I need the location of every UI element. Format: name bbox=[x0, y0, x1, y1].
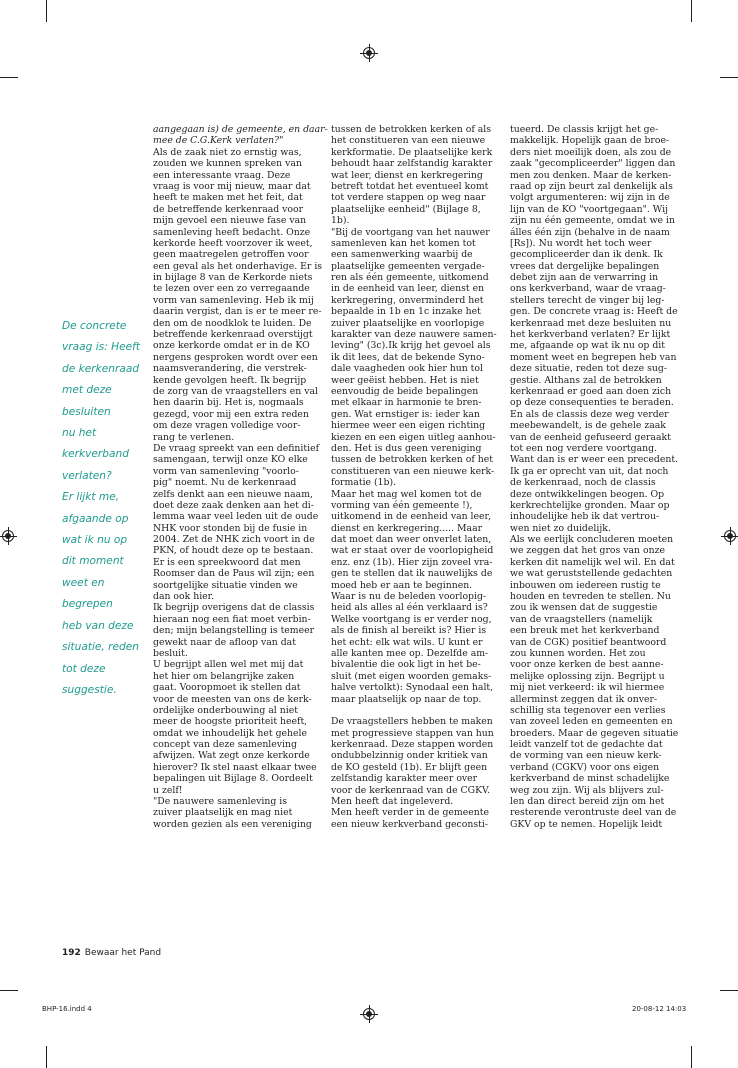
text-line: kerkverband de minst schadelijke bbox=[510, 773, 670, 785]
text-line: NHK voor stonden bij de fusie in bbox=[153, 522, 308, 534]
text-line: we zeggen dat het gros van onze bbox=[510, 545, 665, 557]
text-line: formatie (1b). bbox=[331, 477, 397, 489]
text-line: 1b). bbox=[331, 215, 350, 227]
text-line: gewekt naar de afloop van dat bbox=[153, 636, 296, 648]
pull-quote-line: weet en bbox=[62, 576, 105, 589]
pull-quote-line: met deze bbox=[62, 384, 112, 397]
text-line: leving" (3c).Ik krijg het gevoel als bbox=[331, 340, 491, 352]
text-line: allerminst zeggen dat ik onver- bbox=[510, 693, 658, 705]
text-line: len dan direct bereid zijn om het bbox=[510, 796, 665, 808]
text-line: gen. Wat ernstiger is: ieder kan bbox=[331, 408, 480, 420]
slug-timestamp: 20-08-12 14:03 bbox=[632, 1005, 687, 1013]
text-line: uitkomend in de eenheid van leer, bbox=[331, 511, 491, 523]
text-line: bivalentie die ook ligt in het be- bbox=[331, 659, 481, 671]
text-line: En als de classis deze weg verder bbox=[510, 408, 669, 420]
text-line: weer geëist hebben. Het is niet bbox=[331, 374, 479, 386]
text-line: als de finish al bereikt is? Hier is bbox=[331, 625, 487, 637]
text-line: afwijzen. Wat zegt onze kerkorde bbox=[153, 750, 310, 762]
text-line: zouden we kunnen spreken van bbox=[153, 158, 302, 170]
text-line: tueerd. De classis krijgt het ge- bbox=[510, 124, 659, 135]
text-line: inhoudelijke heb ik dat vertrou- bbox=[510, 511, 660, 523]
crop-mark bbox=[720, 77, 738, 78]
crop-mark bbox=[691, 0, 692, 22]
text-line: daarin vergist, dan is er te meer re- bbox=[153, 306, 322, 318]
text-line: besluit. bbox=[153, 647, 188, 659]
text-line: zuiver plaatselijk en mag niet bbox=[153, 807, 293, 819]
text-line: tot verdere stappen op weg naar bbox=[331, 192, 486, 204]
text-line: een breuk met het kerkverband bbox=[510, 625, 660, 637]
text-line: broeders. Maar de gegeven situatie bbox=[510, 727, 679, 739]
text-line: kerkenraad met deze besluiten nu bbox=[510, 317, 672, 329]
text-line: een samenwerking waarbij de bbox=[331, 249, 473, 261]
crop-mark bbox=[46, 0, 47, 22]
text-line: hen daarin bij. Het is, nogmaals bbox=[153, 397, 304, 409]
text-line: gen te stellen dat ik nauwelijks de bbox=[331, 568, 493, 580]
text-line: tussen de betrokken kerken of als bbox=[331, 124, 491, 135]
text-line: om deze vragen volledige voor- bbox=[153, 420, 301, 432]
crop-mark bbox=[720, 990, 738, 991]
text-line: kerkformatie. De plaatselijke kerk bbox=[331, 146, 493, 158]
text-line: zaak "gecompliceerder" liggen dan bbox=[510, 158, 676, 170]
text-line: een interessante vraag. Deze bbox=[153, 169, 291, 181]
text-line: wat er staat over de voorlopigheid bbox=[331, 545, 494, 557]
text-line: moment weet en begrepen heb van bbox=[510, 351, 677, 363]
text-line: we wat geruststellende gedachten bbox=[510, 568, 673, 580]
pull-quote-line: afgaande op bbox=[62, 512, 129, 525]
text-line: voor de kerkenraad van de CGKV. bbox=[331, 784, 491, 796]
text-line: op deze consequenties te beraden. bbox=[510, 397, 674, 409]
text-line: halve vertolkt): Synodaal een halt, bbox=[331, 682, 494, 694]
pull-quote-line: Er lijkt me, bbox=[62, 491, 120, 504]
pull-quote-line: suggestie. bbox=[62, 683, 117, 696]
registration-mark-icon bbox=[8, 527, 9, 545]
text-line: kiezen en een eigen uitleg aanhou- bbox=[331, 431, 496, 443]
text-line: 2004. Zet de NHK zich voort in de bbox=[153, 534, 315, 546]
text-line: mijn gevoel een nieuwe fase van bbox=[153, 215, 307, 227]
text-line: hierover? Ik stel naast elkaar twee bbox=[153, 761, 317, 773]
pull-quote-line: De concrete bbox=[62, 320, 127, 332]
text-line: gestie. Althans zal de betrokken bbox=[510, 374, 662, 386]
text-line: me, afgaande op wat ik nu op dit bbox=[510, 340, 665, 352]
text-line: raad op zijn beurt zal denkelijk als bbox=[510, 180, 673, 192]
text-line: bepalingen uit Bijlage 8. Oordeelt bbox=[153, 773, 313, 785]
text-line: Men heeft verder in de gemeente bbox=[331, 807, 489, 819]
text-line: met progressieve stappen van hun bbox=[331, 727, 494, 739]
text-line: in de eenheid van leer, dienst en bbox=[331, 283, 485, 295]
text-line: stellers terecht de vinger bij leg- bbox=[510, 294, 665, 306]
text-line: voor onze kerken de best aanne- bbox=[510, 659, 664, 671]
pull-quote-line: dit moment bbox=[62, 555, 124, 568]
text-line: gaat. Vooropmoet ik stellen dat bbox=[153, 682, 301, 694]
paragraph-gap bbox=[331, 705, 507, 716]
text-line: maar plaatselijk op naar de top. bbox=[331, 693, 482, 705]
text-line: tot een nog verdere voortgang. bbox=[510, 442, 658, 454]
text-line: debet zijn aan de verwarring in bbox=[510, 272, 659, 284]
crop-mark bbox=[0, 990, 18, 991]
text-line: enz. enz (1b). Hier zijn zoveel vra- bbox=[331, 556, 493, 568]
text-line: hieraan nog een fiat moet verbin- bbox=[153, 613, 311, 625]
text-line: GKV op te nemen. Hopelijk leidt bbox=[510, 818, 663, 830]
pull-quote-line: wat ik nu op bbox=[62, 534, 128, 547]
pull-quote bbox=[62, 316, 142, 701]
page-number: 192 bbox=[62, 948, 81, 958]
text-line: samenleving heeft bedacht. Onze bbox=[153, 226, 311, 238]
text-line: Als we eerlijk concluderen moeten bbox=[510, 534, 674, 546]
pull-quote-line: kerkverband bbox=[62, 448, 129, 461]
text-line: deze ontwikkelingen beogen. Op bbox=[510, 488, 665, 500]
text-line: Waar is nu de beleden voorlopig- bbox=[331, 591, 487, 603]
text-line: kerkregering, onverminderd het bbox=[331, 294, 484, 306]
text-column-1 bbox=[153, 124, 329, 830]
text-line: het constitueren van een nieuwe bbox=[331, 135, 486, 147]
registration-mark-icon bbox=[369, 44, 370, 62]
text-line: pig" noemt. Nu de kerkenraad bbox=[153, 477, 297, 489]
text-line: plaatselijke gemeenten vergade- bbox=[331, 260, 485, 272]
page-footer bbox=[62, 948, 161, 958]
text-line: houden en tevreden te stellen. Nu bbox=[510, 591, 671, 603]
text-line: "Bij de voortgang van het nauwer bbox=[331, 226, 490, 238]
text-line: makkelijk. Hopelijk gaan de broe- bbox=[510, 135, 670, 147]
publication-title: Bewaar het Pand bbox=[84, 948, 162, 958]
text-line: meer de hoogste prioriteit heeft, bbox=[153, 716, 308, 728]
text-line: inbouwen om iedereen rustig te bbox=[510, 579, 661, 591]
text-line: onze kerkorde omdat er in de KO bbox=[153, 340, 310, 352]
text-line: De vraag spreekt van een definitief bbox=[153, 442, 320, 454]
pull-quote-line: de kerkenraad bbox=[62, 362, 140, 375]
slug-file-name: BHP-16.indd 4 bbox=[42, 1005, 92, 1013]
text-line: leidt vanzelf tot de gedachte dat bbox=[510, 739, 663, 751]
text-line: het hier om belangrijke zaken bbox=[153, 670, 295, 682]
text-line: rang te verlenen. bbox=[153, 431, 235, 443]
text-line: Maar het mag wel komen tot de bbox=[331, 488, 482, 500]
pull-quote-line: situatie, reden bbox=[62, 641, 140, 654]
text-line: kerken dit namelijk wel wil. En dat bbox=[510, 556, 675, 568]
text-line: Als de zaak niet zo ernstig was, bbox=[153, 146, 302, 158]
text-line: bepaalde in 1b en 1c inzake het bbox=[331, 306, 481, 318]
text-line: eenvoudig de beide bepalingen bbox=[331, 385, 479, 397]
pull-quote-line: verlaten? bbox=[62, 469, 112, 482]
text-line: Welke voortgang is er verder nog, bbox=[331, 613, 492, 625]
text-line: van de vraagstellers (namelijk bbox=[510, 613, 653, 625]
text-line: voor de meesten van ons de kerk- bbox=[153, 693, 312, 705]
text-line: een nieuw kerkverband geconsti- bbox=[331, 818, 488, 830]
text-line: u zelf! bbox=[153, 784, 183, 796]
text-line: zelfstandig karakter meer over bbox=[331, 773, 478, 785]
text-line: de KO gesteld (1b). Er blijft geen bbox=[331, 761, 488, 773]
registration-mark-icon bbox=[730, 527, 731, 545]
text-line: de vorming van een nieuw kerk- bbox=[510, 750, 662, 762]
text-line: heid als alles al één verklaard is? bbox=[331, 602, 488, 614]
text-line: aangegaan is) de gemeente, en daar- bbox=[153, 124, 328, 135]
text-line: zijn nu één gemeente, omdat we in bbox=[510, 215, 675, 227]
text-line: dan ook hier. bbox=[153, 591, 215, 603]
text-line: kende gevolgen heeft. Ik begrijp bbox=[153, 374, 307, 386]
text-line: van zoveel leden en gemeenten en bbox=[510, 716, 673, 728]
crop-mark bbox=[691, 1046, 692, 1068]
text-line: met elkaar in harmonie te bren- bbox=[331, 397, 482, 409]
text-line: doet deze zaak denken aan het di- bbox=[153, 499, 314, 511]
pull-quote-line: besluiten bbox=[62, 405, 111, 418]
text-line: lemma waar veel leden uit de oude bbox=[153, 511, 319, 523]
text-line: karakter van deze nauwere samen- bbox=[331, 329, 497, 341]
crop-mark bbox=[0, 77, 18, 78]
text-line: het echt: elk wat wils. U kunt er bbox=[331, 636, 483, 648]
text-line: ondubbelzinnig onder kritiek van bbox=[331, 750, 488, 762]
text-line: gecompliceerder dan ik denk. Ik bbox=[510, 249, 663, 261]
text-line: zou ik wensen dat de suggestie bbox=[510, 602, 658, 614]
text-line: kerkenraad er goed aan doen zich bbox=[510, 385, 672, 397]
text-line: De vraagstellers hebben te maken bbox=[331, 716, 493, 728]
pull-quote-line: nu het bbox=[62, 427, 97, 440]
text-line: een geval als het onderhavige. Er is bbox=[153, 260, 323, 272]
text-line: betreffende kerkenraad overstijgt bbox=[153, 329, 313, 341]
text-line: vorm van samenleving "voorlo- bbox=[153, 465, 299, 477]
text-line: dienst en kerkregering..... Maar bbox=[331, 522, 483, 534]
pull-quote-line: vraag is: Heeft bbox=[62, 341, 140, 354]
text-column-3 bbox=[510, 124, 686, 830]
text-line: vorm van samenleving. Heb ik mij bbox=[153, 294, 314, 306]
text-line: weg zou zijn. Wij als blijvers zul- bbox=[510, 784, 664, 796]
text-line: den om de noodklok te luiden. De bbox=[153, 317, 312, 329]
text-line: den. Het is dus geen vereniging bbox=[331, 442, 482, 454]
text-line: PKN, of houdt deze op te bestaan. bbox=[153, 545, 314, 557]
text-line: Er is een spreekwoord dat men bbox=[153, 556, 301, 568]
text-line: ders niet moeilijk doen, als zou de bbox=[510, 146, 672, 158]
text-line: mij niet verkeerd: ik wil hiermee bbox=[510, 682, 665, 694]
text-line: U begrijpt allen wel met mij dat bbox=[153, 659, 304, 671]
text-line: worden gezien als een vereniging bbox=[153, 818, 312, 830]
text-line: constitueren van een nieuwe kerk- bbox=[331, 465, 495, 477]
text-line: verband (CGKV) voor ons eigen bbox=[510, 761, 660, 773]
text-column-2 bbox=[331, 124, 507, 830]
text-line: volgt argumenteren: wij zijn in de bbox=[510, 192, 670, 204]
text-line: van de eenheid gefuseerd geraakt bbox=[510, 431, 671, 443]
text-line: behoudt haar zelfstandig karakter bbox=[331, 158, 493, 170]
text-line: sluit (met eigen woorden gemaks- bbox=[331, 670, 492, 682]
text-line: Ik begrijp overigens dat de classis bbox=[153, 602, 315, 614]
pull-quote-line: heb van deze bbox=[62, 619, 134, 632]
text-line: kerkrechtelijke gronden. Maar op bbox=[510, 499, 670, 511]
text-line: van de CGK) positief beantwoord bbox=[510, 636, 667, 648]
text-line: de betreffende kerkenraad voor bbox=[153, 203, 304, 215]
text-line: wen niet zo duidelijk. bbox=[510, 522, 611, 534]
text-line: geen maatregelen getroffen voor bbox=[153, 249, 309, 261]
text-line: kerkenraad. Deze stappen worden bbox=[331, 739, 494, 751]
text-line: deze situatie, reden tot deze sug- bbox=[510, 363, 667, 375]
text-line: heeft te maken met het feit, dat bbox=[153, 192, 303, 204]
text-line: alle kanten mee op. Dezelfde am- bbox=[331, 647, 489, 659]
text-line: gezegd, voor mij een extra reden bbox=[153, 408, 309, 420]
text-line: samengaan, terwijl onze KO elke bbox=[153, 454, 308, 466]
text-line: soortgelijke situatie vinden we bbox=[153, 579, 298, 591]
text-line: vorming van één gemeente !), bbox=[331, 499, 473, 511]
text-line: nergens gesproken wordt over een bbox=[153, 351, 318, 363]
text-line: mee de C.G.Kerk verlaten?" bbox=[153, 135, 284, 147]
text-line: tussen de betrokken kerken of het bbox=[331, 454, 493, 466]
text-line: vraag is voor mij nieuw, maar dat bbox=[153, 180, 311, 192]
text-line: omdat we inhoudelijk het gehele bbox=[153, 727, 308, 739]
text-line: moed heb er aan te beginnen. bbox=[331, 579, 473, 591]
pull-quote-line: begrepen bbox=[62, 598, 113, 611]
registration-mark-icon bbox=[369, 1005, 370, 1023]
text-line: hiermee weer een eigen richting bbox=[331, 420, 486, 432]
text-line: zuiver plaatselijke en voorlopige bbox=[331, 317, 485, 329]
text-line: Ik ga er oprecht van uit, dat noch bbox=[510, 465, 669, 477]
text-line: meebewandelt, is de gehele zaak bbox=[510, 420, 666, 432]
text-line: zou kunnen worden. Het zou bbox=[510, 647, 646, 659]
text-line: álles één zijn (behalve in de naam bbox=[510, 226, 670, 238]
pull-quote-line: tot deze bbox=[62, 662, 106, 675]
text-line: den; mijn belangstelling is temeer bbox=[153, 625, 315, 637]
text-line: het kerkverband verlaten? Er lijkt bbox=[510, 329, 671, 341]
text-line: melijke oplossing zijn. Begrijpt u bbox=[510, 670, 665, 682]
crop-mark bbox=[46, 1046, 47, 1068]
text-line: schillig sta tegenover een verlies bbox=[510, 704, 666, 716]
text-line: ordelijke onderbouwing al niet bbox=[153, 704, 298, 716]
text-line: ik dit lees, dat de bekende Syno- bbox=[331, 351, 485, 363]
text-line: zelfs denkt aan een nieuwe naam, bbox=[153, 488, 313, 500]
text-line: wat leer, dienst en kerkregering bbox=[331, 169, 483, 181]
text-line: betreft totdat het eventueel komt bbox=[331, 180, 489, 192]
text-line: ons kerkverband, waar de vraag- bbox=[510, 283, 666, 295]
text-line: [Rs]). Nu wordt het toch weer bbox=[510, 237, 652, 249]
text-line: de kerkenraad, noch de classis bbox=[510, 477, 656, 489]
text-line: in bijlage 8 van de Kerkorde niets bbox=[153, 272, 313, 284]
text-line: ren als één gemeente, uitkomend bbox=[331, 272, 489, 284]
text-line: gen. De concrete vraag is: Heeft de bbox=[510, 306, 678, 318]
text-line: naamsverandering, die verstrek- bbox=[153, 363, 307, 375]
text-line: de zorg van de vraagstellers en val bbox=[153, 385, 318, 397]
text-line: kerkorde heeft voorzover ik weet, bbox=[153, 237, 313, 249]
text-line: vrees dat dergelijke bepalingen bbox=[510, 260, 660, 272]
text-line: men zou denken. Maar de kerken- bbox=[510, 169, 672, 181]
text-line: "De nauwere samenleving is bbox=[153, 796, 288, 808]
text-line: Want dan is er weer een precedent. bbox=[510, 454, 679, 466]
text-line: samenleven kan het komen tot bbox=[331, 237, 476, 249]
text-line: te lezen over een zo verregaande bbox=[153, 283, 310, 295]
text-line: dat moet dan weer onverlet laten, bbox=[331, 534, 492, 546]
text-line: resterende verontruste deel van de bbox=[510, 807, 677, 819]
text-line: dale vaagheden ook hier hun tol bbox=[331, 363, 483, 375]
text-line: concept van deze samenleving bbox=[153, 739, 297, 751]
text-line: Roomser dan de Paus wil zijn; een bbox=[153, 568, 315, 580]
text-line: Men heeft dat ingeleverd. bbox=[331, 796, 454, 808]
text-line: plaatselijke eenheid" (Bijlage 8, bbox=[331, 203, 481, 215]
text-line: lijn van de KO "voortgegaan". Wij bbox=[510, 203, 669, 215]
